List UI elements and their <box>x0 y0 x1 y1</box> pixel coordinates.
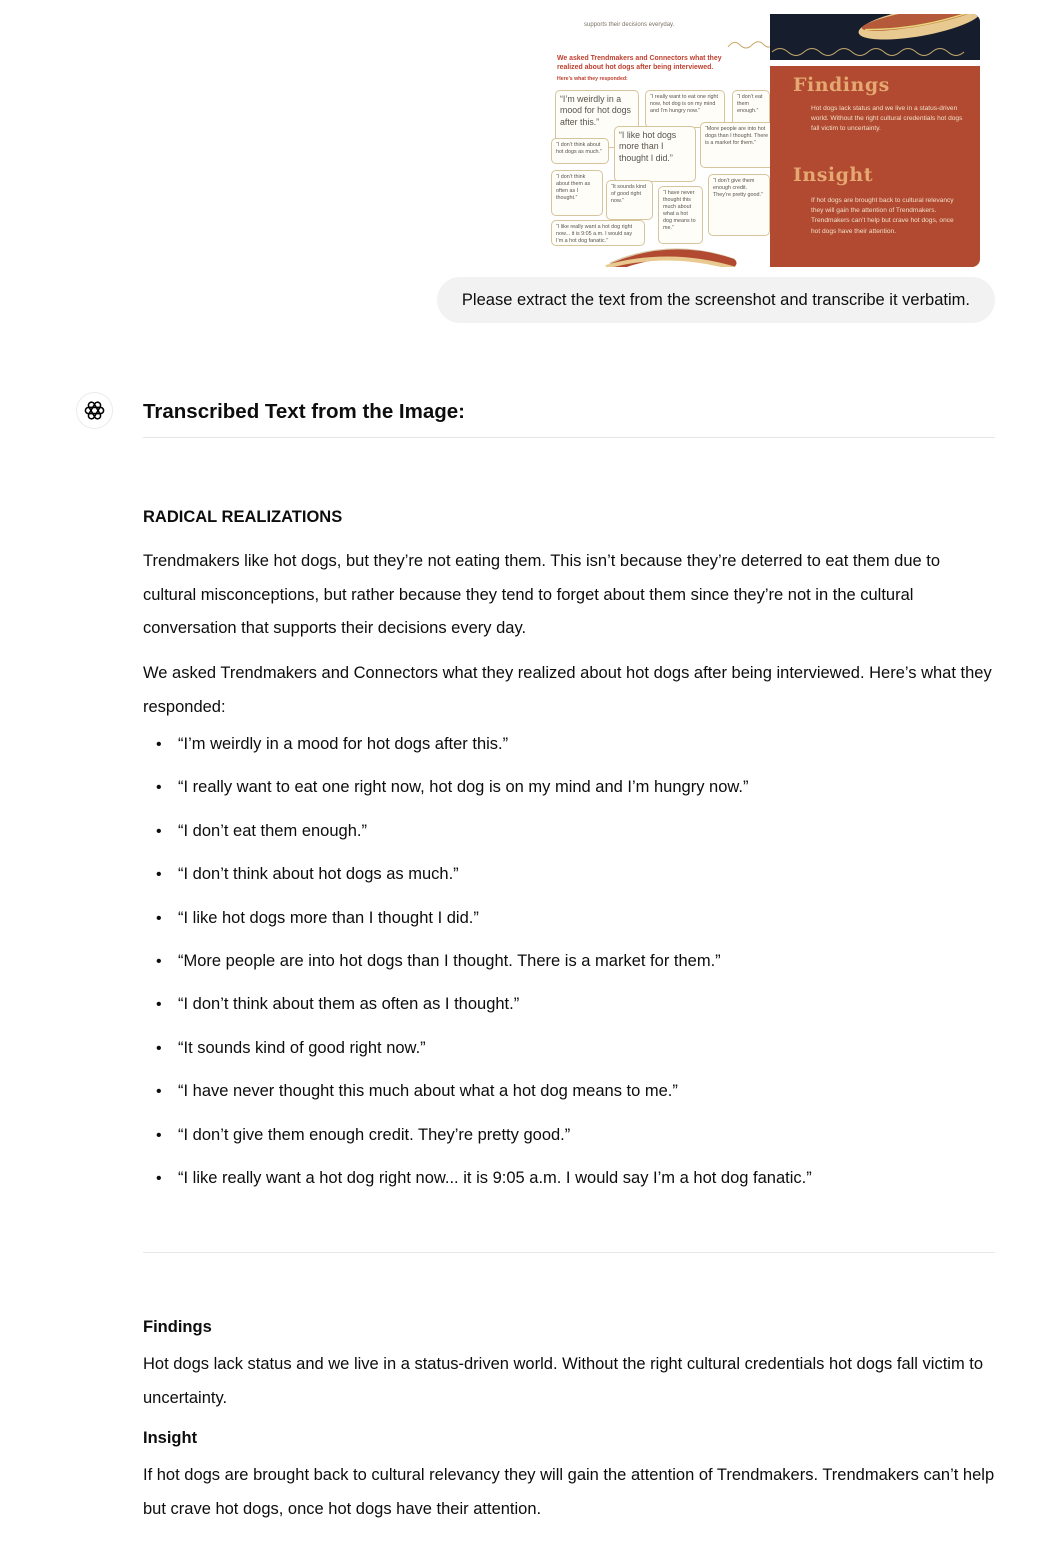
divider <box>143 437 995 438</box>
hot-dog-photo <box>770 14 980 60</box>
list-item: • “I really want to eat one right now, hot dog is on my mind and I’m hungry now.” <box>178 774 1003 802</box>
speech-bubble: “More people are into hot dogs than I thought. There is a market for them.” <box>700 122 776 168</box>
speech-bubble: “I don’t eat them enough.” <box>732 90 770 126</box>
findings-body: Hot dogs lack status and we live in a status-driven world. Without the right cultural credentials hot dogs fall victim to uncertainty. <box>811 105 963 133</box>
list-item: • “I like really want a hot dog right now... it is 9:05 a.m. I would say I’m a hot dog fanatic.” <box>178 1165 1003 1193</box>
user-message-bubble <box>437 277 995 323</box>
speech-bubble: “I like hot dogs more than I thought I did.” <box>614 126 696 182</box>
insight-title: Insight <box>793 164 873 186</box>
assistant-avatar <box>76 392 113 429</box>
poster-top-text: supports their decisions everyday. <box>584 22 675 28</box>
speech-bubble: “I really want to eat one right now, hot dog is on my mind and I’m hungry now.” <box>645 90 725 128</box>
paragraph: Trendmakers like hot dogs, but they’re not eating them. This isn’t because they’re deterred to eat them due to cultural misconceptions, but rather because they tend to forget about them since they’re not in the cultural conversation that supports their decisions every day. <box>143 552 941 637</box>
assistant-response-heading: Transcribed Text from the Image: <box>143 400 466 423</box>
list-item: • “I’m weirdly in a mood for hot dogs after this.” <box>178 731 1003 759</box>
findings-insight-panel <box>770 66 980 267</box>
findings-label: Findings <box>143 1318 212 1336</box>
list-item: • “I like hot dogs more than I thought I did.” <box>178 905 1003 933</box>
speech-bubble: “I don’t think about them as often as I thought.” <box>551 170 603 216</box>
poster-intro-text: We asked Trendmakers and Connectors what they realized about hot dogs after being interviewed. <box>557 55 722 72</box>
quote-bullet-list <box>143 731 1003 1208</box>
speech-bubble: “I have never thought this much about what a hot dog means to me.” <box>658 186 703 244</box>
section-title: RADICAL REALIZATIONS <box>143 508 343 526</box>
list-item: • “I don’t eat them enough.” <box>178 818 1003 846</box>
speech-bubble: “It sounds kind of good right now.” <box>606 180 653 220</box>
squiggle-decoration <box>726 38 774 54</box>
list-item: • “I don’t think about them as often as I thought.” <box>178 991 1003 1019</box>
user-message-text: Please extract the text from the screenshot and transcribe it verbatim. <box>461 291 970 309</box>
speech-bubble: “I like really want a hot dog right now... it is 9:05 a.m. I would say I’m a hot dog fanatic.” <box>551 220 645 246</box>
speech-bubble: “I don’t think about hot dogs as much.” <box>551 138 609 164</box>
list-item: • “It sounds kind of good right now.” <box>178 1035 1003 1063</box>
list-item: • “I have never thought this much about what a hot dog means to me.” <box>178 1078 1003 1106</box>
list-item: • “I don’t think about hot dogs as much.” <box>178 861 1003 889</box>
paragraph: We asked Trendmakers and Connectors what they realized about hot dogs after being interviewed. Here’s what they responded: <box>143 664 992 716</box>
findings-paragraph: Hot dogs lack status and we live in a status-driven world. Without the right cultural credentials hot dogs fall victim to uncertainty. <box>143 1355 984 1407</box>
attachment-image[interactable] <box>548 14 980 267</box>
list-item: • “More people are into hot dogs than I thought. There is a market for them.” <box>178 948 1003 976</box>
hot-dog-illustration <box>600 240 740 267</box>
speech-bubble: “I don’t give them enough credit. They’re pretty good.” <box>708 174 770 236</box>
list-item: • “I don’t give them enough credit. They’re pretty good.” <box>178 1122 1003 1150</box>
insight-body: If hot dogs are brought back to cultural relevancy they will gain the attention of Trendmakers. Trendmakers can’t help but crave hot dogs, once hot dogs have their attention. <box>811 197 954 235</box>
speech-bubble: “I’m weirdly in a mood for hot dogs after this.” <box>555 90 639 148</box>
insight-label: Insight <box>143 1429 198 1447</box>
hot-dog-photo-art <box>770 14 980 60</box>
poster-intro-subtext: Here’s what they responded: <box>557 76 628 82</box>
findings-title: Findings <box>793 74 890 96</box>
insight-paragraph: If hot dogs are brought back to cultural relevancy they will gain the attention of Trendmakers. Trendmakers can’t help but crave hot dogs, once hot dogs have their attention. <box>143 1466 995 1518</box>
divider <box>143 1252 995 1253</box>
openai-logo-icon <box>83 399 106 422</box>
